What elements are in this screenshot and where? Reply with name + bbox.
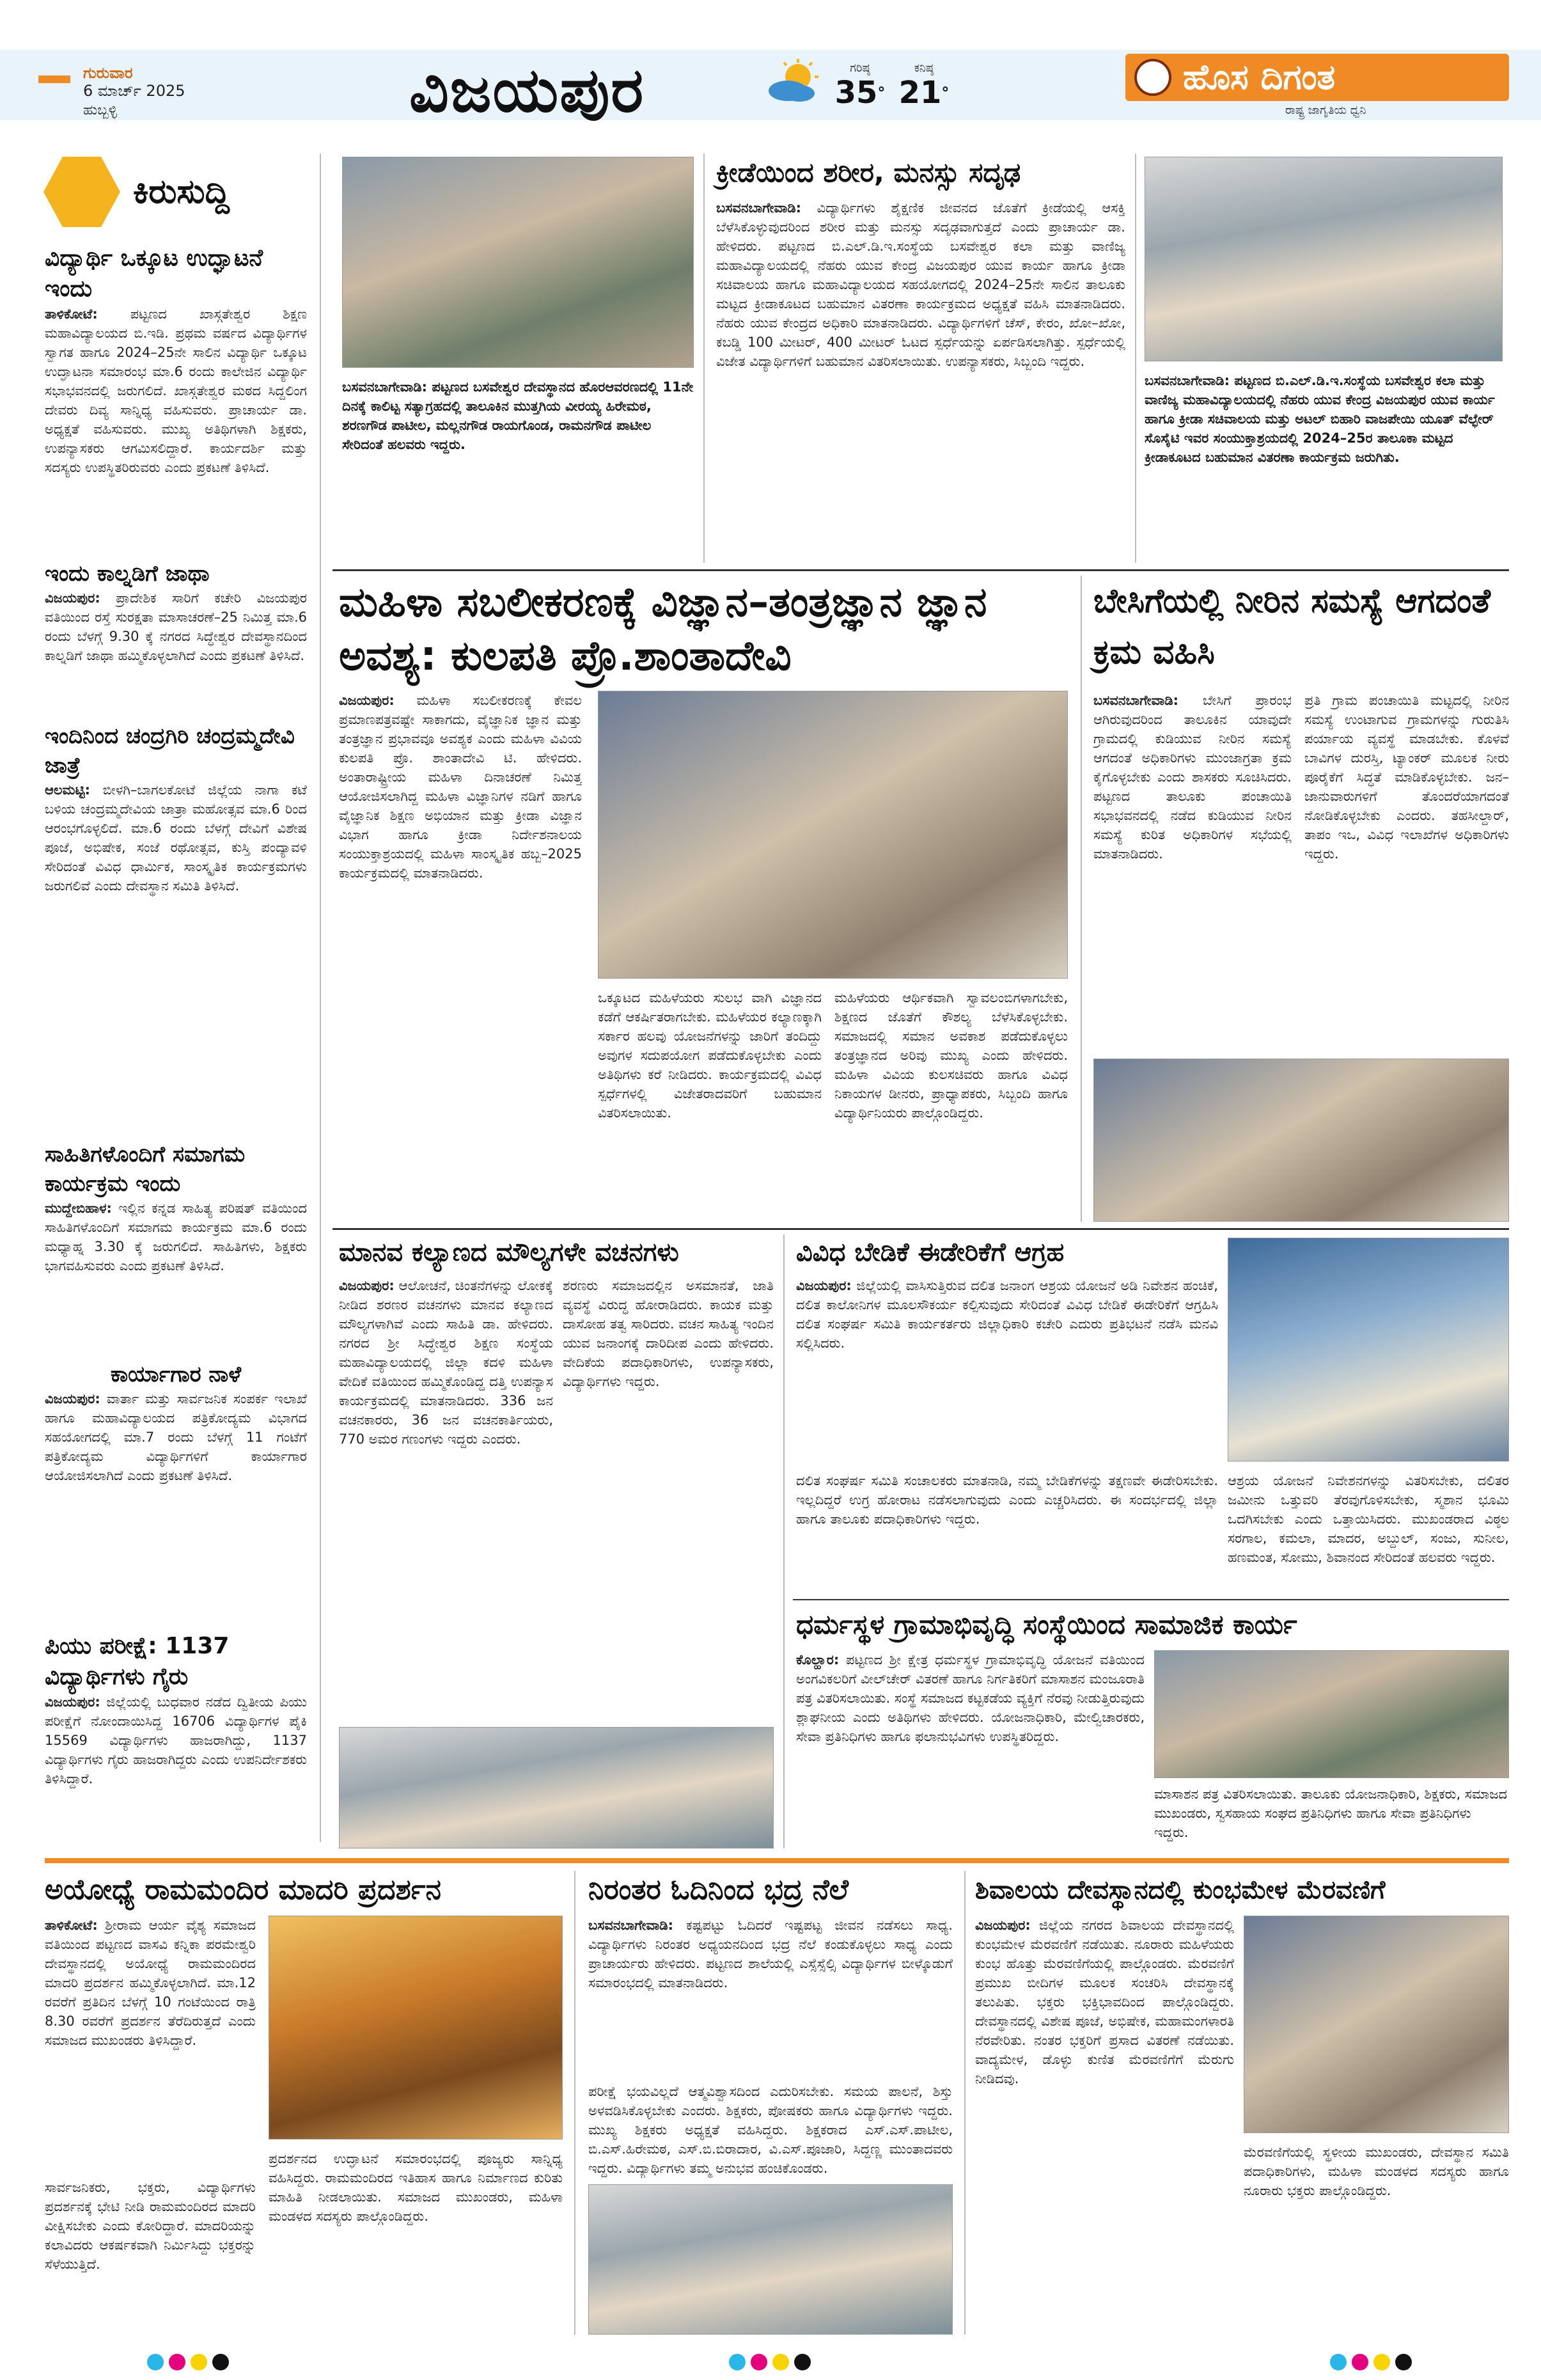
dharmasthala-headline: ಧರ್ಮಸ್ಥಳ ಗ್ರಾಮಾಭಿವೃದ್ಧಿ ಸಂಸ್ಥೆಯಿಂದ ಸಾಮಾಜಿಕ ಕಾರ್ಯ xyxy=(796,1609,1297,1640)
demands-dateline: ವಿಜಯಪುರ: xyxy=(796,1278,852,1293)
brief-hand-icon xyxy=(43,157,120,227)
yellow-dot-icon xyxy=(772,2354,789,2370)
top-divider-2 xyxy=(1135,154,1136,563)
brief-item-3 xyxy=(45,721,307,1131)
min-temp-value: 21 xyxy=(898,75,942,111)
bottom-divider-2 xyxy=(964,1871,966,2335)
max-temp-degree: ° xyxy=(877,84,886,102)
water-dateline: ಬಸವನಬಾಗೇವಾಡಿ: xyxy=(1093,693,1179,708)
vachana-body-1: ಆಲೋಚನೆ, ಚಿಂತನೆಗಳನ್ನು ಲೋಕಕ್ಕೆ ನೀಡಿದ ಶರಣರ ವಚನಗಳು ಮಾನವ ಕಲ್ಯಾಣದ ಮೌಲ್ಯಗಳಾಗಿವೆ ಎಂದು ಸಾಹಿತಿ ಡಾ. ಹೇಳಿದರು. ನಗರದ ಶ್ರೀ ಸಿದ್ಧೇಶ್ವರ ಶಿಕ್ಷಣ ಸಂಸ್ಥೆಯ ಮಹಾವಿದ್ಯಾಲಯದಲ್ಲಿ ಜಿಲ್ಲಾ ಕದಳಿ ಮಹಿಳಾ ವೇದಿಕೆ ವತಿಯಿಂದ ಹಮ್ಮಿಕೊಂಡಿದ್ದ ದತ್ತಿ ಉಪನ್ಯಾಸ ಕಾರ್ಯಕ್ರಮದಲ್ಲಿ ಮಾತನಾಡಿದರು. 336 ಜನ ವಚನಕಾರರು, 36 ಜನ ವಚನಕಾರ್ತಿಯರು, 770 ಅಮರ ಗಣಂಗಳು ಇದ್ದರು ಎಂದರು. xyxy=(339,1278,553,1447)
sports-caption xyxy=(1145,371,1503,563)
cyan-dot-icon xyxy=(147,2354,164,2370)
brief-item-4 xyxy=(45,1140,307,1351)
shivalaya-headline: ಶಿವಾಲಯ ದೇವಸ್ಥಾನದಲ್ಲಿ ಕುಂಭಮೇಳ ಮೆರವಣಿಗೆ xyxy=(975,1875,1386,1905)
women-body-col-2 xyxy=(598,988,822,1222)
date-label: 6 ಮಾರ್ಚ್ 2025 xyxy=(83,82,185,100)
demands-body-1: ಜಿಲ್ಲೆಯಲ್ಲಿ ವಾಸಿಸುತ್ತಿರುವ ದಲಿತ ಜನಾಂಗ ಆಶ್ರಯ ಯೋಜನೆ ಅಡಿ ನಿವೇಶನ ಹಂಚಿಕೆ, ದಲಿತ ಕಾಲೋನಿಗಳ ಮೂಲಸೌಕರ್ಯ ಕಲ್ಪಿಸುವುದು ಸೇರಿದಂತೆ ವಿವಿಧ ಬೇಡಿಕೆ ಈಡೇರಿಕೆಗೆ ಆಗ್ರಹಿಸಿ ದಲಿತ ಸಂಘರ್ಷ ಸಮಿತಿ ಕಾರ್ಯಕರ್ತರು ಜಿಲ್ಲಾಧಿಕಾರಿ ಕಚೇರಿ ಎದುರು ಪ್ರತಿಭಟನೆ ನಡೆಸಿ ಮನವಿ ಸಲ್ಲಿಸಿದರು. xyxy=(796,1278,1218,1351)
shivalaya-body-2: ದೇವಸ್ಥಾನದಲ್ಲಿ ವಿಶೇಷ ಪೂಜೆ, ಅಭಿಷೇಕ, ಮಹಾಮಂಗಳಾರತಿ ನೆರವೇರಿತು. ನಂತರ ಭಕ್ತರಿಗೆ ಪ್ರಸಾದ ವಿತರಣೆ ನಡೆಯಿತು. ವಾದ್ಯಮೇಳ, ಡೊಳ್ಳು ಕುಣಿತ ಮೆರವಣಿಗೆಗೆ ಮೆರುಗು ನೀಡಿದವು. xyxy=(975,2014,1234,2086)
bottom-orange-rule xyxy=(45,1858,1509,1863)
reading-body-col-2 xyxy=(588,2082,953,2178)
brief-body: ವಾರ್ತಾ ಮತ್ತು ಸಾರ್ವಜನಿಕ ಸಂಪರ್ಕ ಇಲಾಖೆ ಹಾಗೂ ಮಹಾವಿದ್ಯಾಲಯದ ಪತ್ರಿಕೋದ್ಯಮ ವಿಭಾಗದ ಸಹಯೋಗದಲ್ಲಿ ಮಾ.7 ರಂದು ಬೆಳಗ್ಗೆ 11 ಗಂಟೆಗೆ ಪತ್ರಿಕೋದ್ಯಮ ವಿದ್ಯಾರ್ಥಿಗಳಿಗೆ ಕಾರ್ಯಾಗಾರ ಆಯೋಜಿಸಲಾಗಿದೆ ಎಂದು ಪ್ರಕಟಣೆ ತಿಳಿಸಿದೆ. xyxy=(45,1391,307,1483)
yellow-dot-icon xyxy=(191,2354,207,2370)
magenta-dot-icon xyxy=(751,2354,767,2370)
brief-body: ಜಿಲ್ಲೆಯಲ್ಲಿ ಬುಧವಾರ ನಡೆದ ದ್ವಿತೀಯ ಪಿಯು ಪರೀಕ್ಷೆಗೆ ನೋಂದಾಯಿಸಿದ್ದ 16706 ವಿದ್ಯಾರ್ಥಿಗಳ ಪೈಕಿ 15569 ವಿದ್ಯಾರ್ಥಿಗಳು ಹಾಜರಾಗಿದ್ದು, 1137 ವಿದ್ಯಾರ್ಥಿಗಳು ಗೈರು ಹಾಜರಾಗಿದ್ದರು ಎಂದು ಉಪನಿರ್ದೇಶಕರು ತಿಳಿಸಿದ್ದಾರೆ. xyxy=(45,1694,307,1786)
women-body-col-3 xyxy=(834,988,1068,1222)
dharmasthala-dateline: ಕೊಲ್ಹಾರ: xyxy=(796,1652,840,1667)
brief-body: ಇಲ್ಲಿನ ಕನ್ನಡ ಸಾಹಿತ್ಯ ಪರಿಷತ್ ವತಿಯಿಂದ ಸಾಹಿತಿಗಳೊಂದಿಗೆ ಸಮಾಗಮ ಕಾರ್ಯಕ್ರಮ ಮಾ.6 ರಂದು ಮಧ್ಯಾಹ್ನ 3.30 ಕ್ಕೆ ಜರುಗಲಿದೆ. ಸಾಹಿತಿಗಳು, ಶಿಕ್ಷಕರು ಭಾಗವಹಿಸುವರು ಎಂದು ಪ್ರಕಟಣೆ ತಿಳಿಸಿದೆ. xyxy=(45,1201,307,1273)
brief-headline: ಇಂದು ಕಾಲ್ನಡಿಗೆ ಜಾಥಾ xyxy=(45,561,210,587)
reading-photo xyxy=(588,2184,953,2335)
print-dots-right xyxy=(1330,2354,1432,2373)
reading-dateline: ಬಸವನಬಾಗೇವಾಡಿ: xyxy=(588,1918,674,1933)
women-body-col-1 xyxy=(339,691,582,1222)
print-dots-center xyxy=(729,2354,831,2373)
sports-caption-dateline: ಬಸವನಬಾಗೇವಾಡಿ: xyxy=(1145,373,1230,388)
women-body-3: ಒಕ್ಕೂಟದ ಮಹಿಳೆಯರು ಸುಲಭ ವಾಗಿ ವಿಜ್ಞಾನದ ಕಡೆಗೆ ಆಕರ್ಷಿತರಾಗಬೇಕು. ಮಹಿಳೆಯರ ಕಲ್ಯಾಣಕ್ಕಾಗಿ ಸರ್ಕಾರ ಹಲವು ಯೋಜನೆಗಳನ್ನು ಜಾರಿಗೆ ತಂದಿದ್ದು ಅವುಗಳ ಸದುಪಯೋಗ ಪಡೆದುಕೊಳ್ಳಬೇಕು ಎಂದು ಅತಿಥಿಗಳು ಕರೆ ನೀಡಿದರು. ಕಾರ್ಯಕ್ರಮದಲ್ಲಿ ವಿವಿಧ ಸ್ಪರ್ಧೆಗಳಲ್ಲಿ ವಿಜೇತರಾದವರಿಗೆ ಬಹುಮಾನ ವಿತರಿಸಲಾಯಿತು. xyxy=(598,990,822,1121)
vachana-dateline: ವಿಜಯಪುರ: xyxy=(339,1278,395,1293)
shivalaya-body-3: ಮೆರವಣಿಗೆಯಲ್ಲಿ ಸ್ಥಳೀಯ ಮುಖಂಡರು, ದೇವಸ್ಥಾನ ಸಮಿತಿ ಪದಾಧಿಕಾರಿಗಳು, ಮಹಿಳಾ ಮಂಡಳದ ಸದಸ್ಯರು ಹಾಗೂ ನೂರಾರು ಭಕ್ತರು ಪಾಲ್ಗೊಂಡಿದ್ದರು. xyxy=(1244,2145,1509,2198)
reading-body-2: ಪರೀಕ್ಷೆ ಭಯವಿಲ್ಲದೆ ಆತ್ಮವಿಶ್ವಾಸದಿಂದ ಎದುರಿಸಬೇಕು. ಸಮಯ ಪಾಲನೆ, ಶಿಸ್ತು ಅಳವಡಿಸಿಕೊಳ್ಳಬೇಕು ಎಂದರು. ಶಿಕ್ಷಕರು, ಪೋಷಕರು ಹಾಗೂ ವಿದ್ಯಾರ್ಥಿಗಳು ಇದ್ದರು. xyxy=(588,2084,953,2118)
ayodhya-photo xyxy=(269,1916,563,2140)
ayodhya-body-col-2 xyxy=(269,2149,563,2335)
women-photo xyxy=(598,691,1068,979)
women-body-2: ಮಹಿಳೆಯರು ಆರ್ಥಿಕವಾಗಿ ಸ್ವಾವಲಂಬಿಗಳಾಗಬೇಕು, ಶಿಕ್ಷಣದ ಜೊತೆಗೆ ಕೌಶಲ್ಯ ಬೆಳೆಸಿಕೊಳ್ಳಬೇಕು. ಸಮಾಜದಲ್ಲಿ ಸಮಾನ ಅವಕಾಶ ಪಡೆದುಕೊಳ್ಳಲು ತಂತ್ರಜ್ಞಾನದ ಅರಿವು ಮುಖ್ಯ ಎಂದು ಹೇಳಿದರು. ಮಹಿಳಾ ವಿವಿಯ ಕುಲಸಚಿವರು ಹಾಗೂ ವಿವಿಧ ನಿಕಾಯಗಳ ಡೀನರು, ಪ್ರಾಧ್ಯಾಪಕರು, ಸಿಬ್ಬಂದಿ ಹಾಗೂ ವಿದ್ಯಾರ್ಥಿನಿಯರು ಪಾಲ್ಗೊಂಡಿದ್ದರು. xyxy=(834,990,1068,1121)
top-row-rule xyxy=(332,569,1509,571)
brief-dateline: ಮುದ್ದೇಬಿಹಾಳ: xyxy=(45,1201,112,1216)
demands-body-col-3 xyxy=(1228,1471,1509,1593)
masthead-left-accent xyxy=(38,75,70,83)
paper-logo-emblem-icon xyxy=(1134,59,1171,96)
brief-divider xyxy=(320,154,321,1842)
brief-item-2 xyxy=(45,559,307,713)
dharmasthala-rule xyxy=(793,1599,1509,1600)
dharmasthala-caption: ಮಾಸಾಶನ ಪತ್ರ ವಿತರಿಸಲಾಯಿತು. ತಾಲೂಕು ಯೋಜನಾಧಿಕಾರಿ, ಶಿಕ್ಷಕರು, ಸಮಾಜದ ಮುಖಂಡರು, ಸ್ವಸಹಾಯ ಸಂಘದ ಪ್ರತಿನಿಧಿಗಳು ಹಾಗೂ ಸೇವಾ ಪ್ರತಿನಿಧಿಗಳು ಇದ್ದರು. xyxy=(1154,1786,1508,1840)
brief-item-5 xyxy=(45,1360,307,1622)
min-temp-label: ಕನಿಷ್ಠ xyxy=(914,61,934,75)
ayodhya-body-3: ಪ್ರದರ್ಶನದ ಉದ್ಘಾಟನೆ ಸಮಾರಂಭದಲ್ಲಿ ಪೂಜ್ಯರು ಸಾನ್ನಿಧ್ಯ ವಹಿಸಿದ್ದರು. ರಾಮಮಂದಿರದ ಇತಿಹಾಸ ಹಾಗೂ ನಿರ್ಮಾಣದ ಕುರಿತು ಮಾಹಿತಿ ನೀಡಲಾಯಿತು. ಸಮಾಜದ ಮುಖಂಡರು, ಮಹಿಳಾ ಮಂಡಳದ ಸದಸ್ಯರು ಪಾಲ್ಗೊಂಡಿದ್ದರು. xyxy=(269,2151,563,2224)
top-divider-1 xyxy=(703,154,705,563)
ayodhya-headline: ಅಯೋಧ್ಯೆ ರಾಮಮಂದಿರ ಮಾದರಿ ಪ್ರದರ್ಶನ xyxy=(45,1873,441,1906)
sports-body-2: ನೆಹರು ಯುವ ಕೇಂದ್ರದ ಅಧಿಕಾರಿ ಮಾತನಾಡಿದರು. ವಿದ್ಯಾರ್ಥಿಗಳಿಗೆ ಚೆಸ್, ಕೇರಂ, ಖೋ–ಖೋ, ಕಬಡ್ಡಿ 100 ಮೀಟರ್, 400 ಮೀಟರ್ ಓಟದ ಸ್ಪರ್ಧೆಯನ್ನು ಏರ್ಪಡಿಸಲಾಗಿತ್ತು. ಸ್ಪರ್ಧೆಯಲ್ಲಿ ವಿಜೇತ ವಿದ್ಯಾರ್ಥಿಗಳಿಗೆ ಬಹುಮಾನ ವಿತರಿಸಲಾಯಿತು. ಉಪನ್ಯಾಸಕರು, ಸಿಬ್ಬಂದಿ ಇದ್ದರು. xyxy=(716,315,1125,369)
vachana-body-2: ಶರಣರು ಸಮಾಜದಲ್ಲಿನ ಅಸಮಾನತೆ, ಜಾತಿ ವ್ಯವಸ್ಥೆ ವಿರುದ್ಧ ಹೋರಾಡಿದರು. ಕಾಯಕ ಮತ್ತು ದಾಸೋಹ ತತ್ವ ಸಾರಿದರು. ವಚನ ಸಾಹಿತ್ಯ ಇಂದಿನ ಯುವ ಜನಾಂಗಕ್ಕೆ ದಾರಿದೀಪ ಎಂದು ಹೇಳಿದರು. ವೇದಿಕೆಯ ಪದಾಧಿಕಾರಿಗಳು, ಉಪನ್ಯಾಸಕರು, ವಿದ್ಯಾರ್ಥಿಗಳು ಇದ್ದರು. xyxy=(563,1278,774,1389)
protest-caption xyxy=(342,377,694,563)
water-body-1: ಬೇಸಿಗೆ ಪ್ರಾರಂಭ ಆಗಿರುವುದರಿಂದ ತಾಲೂಕಿನ ಯಾವುದೇ ಗ್ರಾಮದಲ್ಲಿ ಕುಡಿಯುವ ನೀರಿನ ಸಮಸ್ಯೆ ಆಗದಂತೆ ಅಧಿಕಾರಿಗಳು ಮುಂಜಾಗ್ರತಾ ಕ್ರಮ ಕೈಗೊಳ್ಳಬೇಕು ಎಂದು ಶಾಸಕರು ಸೂಚಿಸಿದರು. ಪಟ್ಟಣದ ತಾಲೂಕು ಪಂಚಾಯಿತಿ ಸಭಾಭವನದಲ್ಲಿ ನಡೆದ ಕುಡಿಯುವ ನೀರಿನ ಸಮಸ್ಯೆ ಕುರಿತ ಅಧಿಕಾರಿಗಳ ಸಭೆಯಲ್ಲಿ ಮಾತನಾಡಿದರು. xyxy=(1093,693,1292,862)
sports-body-1: ವಿದ್ಯಾರ್ಥಿಗಳು ಶೈಕ್ಷಣಿಕ ಜೀವನದ ಜೊತೆಗೆ ಕ್ರೀಡೆಯಲ್ಲಿ ಆಸಕ್ತಿ ಬೆಳೆಸಿಕೊಳ್ಳುವುದರಿಂದ ಶರೀರ ಮತ್ತು ಮನಸ್ಸು ಸದೃಢವಾಗುತ್ತದೆ ಎಂದು ಪ್ರಾಚಾರ್ಯ ಡಾ. ಹೇಳಿದರು. ಪಟ್ಟಣದ ಬಿ.ಎಲ್.ಡಿ.ಇ.ಸಂಸ್ಥೆಯ ಬಸವೇಶ್ವರ ಕಲಾ ಮತ್ತು ವಾಣಿಜ್ಯ ಮಹಾವಿದ್ಯಾಲಯದಲ್ಲಿ ನೆಹರು ಯುವ ಕೇಂದ್ರ ವಿಜಯಪುರ ಯುವ ಕಾರ್ಯ ಹಾಗೂ ಕ್ರೀಡಾ ಸಚಿವಾಲಯ ಹಾಗೂ ಮಹಾವಿದ್ಯಾಲಯದ ಸಹಯೋಗದಲ್ಲಿ 2024–25ನೇ ಸಾಲಿನ ತಾಲೂಕು ಮಟ್ಟದ ಕ್ರೀಡಾಕೂಟದ ಬಹುಮಾನ ವಿತರಣಾ ಕಾರ್ಯಕ್ರಮದ ಅಧ್ಯಕ್ಷತೆ ವಹಿಸಿ ಮಾತನಾಡಿದರು. xyxy=(716,200,1125,311)
magenta-dot-icon xyxy=(1352,2354,1368,2370)
demands-body-col-2 xyxy=(796,1471,1218,1593)
dharmasthala-photo xyxy=(1154,1650,1509,1778)
shivalaya-body-1: ಜಿಲ್ಲೆಯ ನಗರದ ಶಿವಾಲಯ ದೇವಸ್ಥಾನದಲ್ಲಿ ಕುಂಭಮೇಳ ಮೆರವಣಿಗೆ ನಡೆಯಿತು. ನೂರಾರು ಮಹಿಳೆಯರು ಕುಂಭ ಹೊತ್ತು ಮೆರವಣಿಗೆಯಲ್ಲಿ ಪಾಲ್ಗೊಂಡರು. ಮೆರವಣಿಗೆ ಪ್ರಮುಖ ಬೀದಿಗಳ ಮೂಲಕ ಸಂಚರಿಸಿ ದೇವಸ್ಥಾನಕ್ಕೆ ತಲುಪಿತು. ಭಕ್ತರು ಭಕ್ತಿಭಾವದಿಂದ ಪಾಲ್ಗೊಂಡಿದ್ದರು. xyxy=(975,1918,1234,2010)
max-temp-label: ಗರಿಷ್ಠ xyxy=(850,61,870,75)
reading-body-1: ಕಷ್ಟಪಟ್ಟು ಓದಿದರೆ ಇಷ್ಟಪಟ್ಟ ಜೀವನ ನಡೆಸಲು ಸಾಧ್ಯ. ವಿದ್ಯಾರ್ಥಿಗಳು ನಿರಂತರ ಅಧ್ಯಯನದಿಂದ ಭದ್ರ ನೆಲೆ ಕಂಡುಕೊಳ್ಳಲು ಸಾಧ್ಯ ಎಂದು ಪ್ರಾಚಾರ್ಯರು ಹೇಳಿದರು. ಪಟ್ಟಣದ ಶಾಲೆಯಲ್ಲಿ ಎಸ್ಸೆಸ್ಸೆಲ್ಸಿ ವಿದ್ಯಾರ್ಥಿಗಳ ಬೀಳ್ಕೊಡುಗೆ ಸಮಾರಂಭದಲ್ಲಿ ಮಾತನಾಡಿದರು. xyxy=(588,1918,953,1990)
ayodhya-body-col-1b xyxy=(45,2178,256,2335)
shivalaya-body-col-1 xyxy=(975,1916,1234,2335)
women-body-1: ಮಹಿಳಾ ಸಬಲೀಕರಣಕ್ಕೆ ಕೇವಲ ಪ್ರಮಾಣಪತ್ರವಷ್ಟೇ ಸಾಕಾಗದು, ವೈಜ್ಞಾನಿಕ ಜ್ಞಾನ ಮತ್ತು ತಂತ್ರಜ್ಞಾನ ಪ್ರಭಾವವೂ ಅವಶ್ಯಕ ಎಂದು ಮಹಿಳಾ ವಿವಿಯ ಕುಲಪತಿ ಪ್ರೊ. ಶಾಂತಾದೇವಿ ಟಿ. ಹೇಳಿದರು. ಅಂತಾರಾಷ್ಟ್ರೀಯ ಮಹಿಳಾ ದಿನಾಚರಣೆ ನಿಮಿತ್ತ ಆಯೋಜಿಸಲಾಗಿದ್ದ ಮಹಿಳಾ ವಿಜ್ಞಾನಿಗಳ ನಡಿಗೆ ಹಾಗೂ ವೈಜ್ಞಾನಿಕ ಶಿಕ್ಷಣ ಅಭಿಯಾನ ಮತ್ತು ಕ್ರೀಡಾ ವಿಜ್ಞಾನ ವಿಭಾಗ ಹಾಗೂ ಕ್ರೀಡಾ ನಿರ್ದೇಶನಾಲಯ ಸಂಯುಕ್ತಾಶ್ರಯದಲ್ಲಿ ಮಹಿಳಾ ಸಾಂಸ್ಕೃತಿಕ ಹಬ್ಬ–2025 ಕಾರ್ಯಕ್ರಮದಲ್ಲಿ ಮಾತನಾಡಿದರು. xyxy=(339,693,582,881)
brief-item-6 xyxy=(45,1631,307,1836)
brief-body: ಪಟ್ಟಣದ ಖಾಸ್ಗತೇಶ್ವರ ಶಿಕ್ಷಣ ಮಹಾವಿದ್ಯಾಲಯದ ಬಿ.ಇಡಿ. ಪ್ರಥಮ ವರ್ಷದ ವಿದ್ಯಾರ್ಥಿಗಳ ಸ್ವಾಗತ ಹಾಗೂ 2024–25ನೇ ಸಾಲಿನ ವಿದ್ಯಾರ್ಥಿ ಒಕ್ಕೂಟ ಉದ್ಘಾಟನಾ ಸಮಾರಂಭ ಮಾ.6 ರಂದು ಕಾಲೇಜಿನ ವಿದ್ಯಾರ್ಥಿ ಸಭಾಭವನದಲ್ಲಿ ಜರುಗಲಿದೆ. ಖಾಸ್ಗತೇಶ್ವರ ಮಠದ ಸಿದ್ದಲಿಂಗ ದೇವರು ದಿವ್ಯ ಸಾನ್ನಿಧ್ಯ ವಹಿಸುವರು. ಪ್ರಾಚಾರ್ಯ ಡಾ. ಅಧ್ಯಕ್ಷತೆ ವಹಿಸುವರು. ಮುಖ್ಯ ಅತಿಥಿಗಳಾಗಿ ಶಿಕ್ಷಕರು, ಉಪನ್ಯಾಸಕರು ಆಗಮಿಸಲಿದ್ದಾರೆ. ಕಾರ್ಯದರ್ಶಿ ಮತ್ತು ಸದಸ್ಯರು ಉಪಸ್ಥಿತರಿರುವರು ಎಂದು ಪ್ರಕಟಣೆ ತಿಳಿಸಿದೆ. xyxy=(45,306,307,475)
paper-name: ಹೊಸ ದಿಗಂತ xyxy=(1183,57,1336,97)
vachana-body-col-1 xyxy=(339,1276,553,1717)
water-photo xyxy=(1093,1059,1509,1222)
ayodhya-body-1: ಶ್ರೀರಾಮ ಆರ್ಯ ವೈಶ್ಯ ಸಮಾಜದ ವತಿಯಿಂದ ಪಟ್ಟಣದ ವಾಸವಿ ಕನ್ನಿಕಾ ಪರಮೇಶ್ವರಿ ದೇವಸ್ಥಾನದಲ್ಲಿ ಅಯೋಧ್ಯೆ ರಾಮಮಂದಿರದ ಮಾದರಿ ಪ್ರದರ್ಶನ ಹಮ್ಮಿಕೊಳ್ಳಲಾಗಿದೆ. ಮಾ.12 ರವರೆಗೆ ಪ್ರತಿದಿನ ಬೆಳಗ್ಗೆ 10 ಗಂಟೆಯಿಂದ ರಾತ್ರಿ 8.30 ರವರೆಗೆ ಪ್ರದರ್ಶನ ತೆರೆದಿರುತ್ತದೆ ಎಂದು ಸಮಾಜದ ಮುಖಂಡರು ತಿಳಿಸಿದ್ದಾರೆ. xyxy=(45,1918,256,2048)
protest-caption-text: ಪಟ್ಟಣದ ಬಸವೇಶ್ವರ ದೇವಸ್ಥಾನದ ಹೊರಆವರಣದಲ್ಲಿ 11ನೇ ದಿನಕ್ಕೆ ಕಾಲಿಟ್ಟ ಸತ್ಯಾಗ್ರಹದಲ್ಲಿ ತಾಲೂಕಿನ ಮುತ್ತಗಿಯ ವೀರಯ್ಯ ಹಿರೇಮಠ, ಶರಣಗೌಡ ಪಾಟೀಲ, ಮಲ್ಲನಗೌಡ ರಾಯಗೊಂಡ, ರಾಮನಗೌಡ ಪಾಟೀಲ ಸೇರಿದಂತೆ ಹಲವರು ಇದ್ದರು. xyxy=(342,379,694,452)
weather-max xyxy=(831,61,889,125)
brief-body: ಬೀಳಗಿ–ಬಾಗಲಕೋಟೆ ಜಿಲ್ಲೆಯ ನಾಗಾ ಕಟೆ ಬಳಿಯ ಚಂದ್ರಮ್ಮದೇವಿಯ ಜಾತ್ರಾ ಮಹೋತ್ಸವ ಮಾ.6 ರಿಂದ ಆರಂಭಗೊಳ್ಳಲಿದೆ. ಮಾ.6 ರಂದು ಬೆಳಗ್ಗೆ ದೇವಿಗೆ ವಿಶೇಷ ಪೂಜೆ, ಅಭಿಷೇಕ, ಸಂಜೆ ರಥೋತ್ಸವ, ಕುಸ್ತಿ ಪಂದ್ಯಾವಳಿ ಸೇರಿದಂತೆ ವಿವಿಧ ಧಾರ್ಮಿಕ, ಸಾಂಸ್ಕೃತಿಕ ಕಾರ್ಯಕ್ರಮಗಳು ಜರುಗಲಿವೆ ಎಂದು ದೇವಸ್ಥಾನ ಸಮಿತಿ ತಿಳಿಸಿದೆ. xyxy=(45,782,307,894)
sports-headline: ಕ್ರೀಡೆಯಿಂದ ಶರೀರ, ಮನಸ್ಸು ಸದೃಢ xyxy=(716,157,1021,188)
brief-headline: ಕಾರ್ಯಾಗಾರ ನಾಳೆ xyxy=(110,1362,242,1387)
brief-dateline: ವಿಜಯಪುರ: xyxy=(45,1391,100,1407)
demands-body-col-1 xyxy=(796,1276,1218,1468)
max-temp-value: 35 xyxy=(834,75,878,111)
demands-body-2: ದಲಿತ ಸಂಘರ್ಷ ಸಮಿತಿ ಸಂಚಾಲಕರು ಮಾತನಾಡಿ, ನಮ್ಮ ಬೇಡಿಕೆಗಳನ್ನು ತಕ್ಷಣವೇ ಈಡೇರಿಸಬೇಕು. ಇಲ್ಲದಿದ್ದರೆ ಉಗ್ರ ಹೋರಾಟ ನಡೆಸಲಾಗುವುದು ಎಂದು ಎಚ್ಚರಿಸಿದರು. ಈ ಸಂದರ್ಭದಲ್ಲಿ ಜಿಲ್ಲಾ ಹಾಗೂ ತಾಲೂಕು ಪದಾಧಿಕಾರಿಗಳು ಇದ್ದರು. xyxy=(796,1473,1218,1527)
brief-dateline: ವಿಜಯಪುರ: xyxy=(45,590,100,606)
brief-dateline: ತಾಳಿಕೋಟೆ: xyxy=(45,306,98,322)
brief-dateline: ವಿಜಯಪುರ: xyxy=(45,1694,100,1710)
sports-photo xyxy=(1145,157,1503,361)
cyan-dot-icon xyxy=(729,2354,746,2370)
ayodhya-dateline: ತಾಳಿಕೋಟೆ: xyxy=(45,1918,98,1933)
shivalaya-dateline: ವಿಜಯಪುರ: xyxy=(975,1918,1031,1933)
brief-item-1 xyxy=(45,243,307,550)
mid-row-rule xyxy=(332,1228,1509,1230)
vachana-headline: ಮಾನವ ಕಲ್ಯಾಣದ ಮೌಲ್ಯಗಳೇ ವಚನಗಳು xyxy=(339,1238,679,1267)
brief-headline: ವಿದ್ಯಾರ್ಥಿ ಒಕ್ಕೂಟ ಉದ್ಘಾಟನೆ ಇಂದು xyxy=(45,245,263,302)
paper-tagline: ರಾಷ್ಟ್ರ ಜಾಗೃತಿಯ ಧ್ವನಿ xyxy=(1285,104,1366,117)
reading-body-3: ಮುಖ್ಯ ಶಿಕ್ಷಕರು ಅಧ್ಯಕ್ಷತೆ ವಹಿಸಿದ್ದರು. ಶಿಕ್ಷಕರಾದ ಎಸ್.ಎಸ್.ಪಾಟೀಲ, ಬಿ.ಎಸ್.ಹಿರೇಮಠ, ಎಸ್.ಬಿ.ಬಿರಾದಾರ, ವಿ.ಎಸ್.ಪೂಜಾರಿ, ಸಿದ್ದಣ್ಣ ಮುಂತಾದವರು ಇದ್ದರು. ವಿದ್ಯಾರ್ಥಿಗಳು ತಮ್ಮ ಅನುಭವ ಹಂಚಿಕೊಂಡರು. xyxy=(588,2122,953,2176)
black-dot-icon xyxy=(794,2354,811,2370)
water-body-col-2 xyxy=(1304,691,1509,1049)
yellow-dot-icon xyxy=(1373,2354,1390,2370)
demands-photo xyxy=(1228,1238,1509,1462)
black-dot-icon xyxy=(212,2354,229,2370)
shivalaya-body-col-2 xyxy=(1244,2143,1509,2335)
brief-column xyxy=(45,243,307,1848)
demands-body-3: ಆಶ್ರಯ ಯೋಜನೆ ನಿವೇಶನಗಳನ್ನು ವಿತರಿಸಬೇಕು, ದಲಿತರ ಜಮೀನು ಒತ್ತುವರಿ ತೆರವುಗೊಳಿಸಬೇಕು, ಸ್ಮಶಾನ ಭೂಮಿ ಒದಗಿಸಬೇಕು ಎಂದು ಒತ್ತಾಯಿಸಿದರು. ಮುಖಂಡರಾದ ವಿಠ್ಠಲ ಸರಗಾಲ, ಕಮಲಾ, ಮಾದರ, ಅಬ್ದುಲ್, ಸಂಜು, ಸುನೀಲ, ಹಣಮಂತ, ಸೋಮು, ಶಿವಾನಂದ ಸೇರಿದಂತೆ ಹಲವರು ಇದ್ದರು. xyxy=(1228,1473,1509,1565)
women-headline: ಮಹಿಳಾ ಸಬಲೀಕರಣಕ್ಕೆ ವಿಜ್ಞಾನ–ತಂತ್ರಜ್ಞಾನ ಜ್ಞಾನ ಅವಶ್ಯ: ಕುಲಪತಿ ಪ್ರೊ.ಶಾಂತಾದೇವಿ xyxy=(339,579,987,680)
water-body-2: ಪ್ರತಿ ಗ್ರಾಮ ಪಂಚಾಯಿತಿ ಮಟ್ಟದಲ್ಲಿ ನೀರಿನ ಸಮಸ್ಯೆ ಉಂಟಾಗುವ ಗ್ರಾಮಗಳನ್ನು ಗುರುತಿಸಿ ಪರ್ಯಾಯ ವ್ಯವಸ್ಥೆ ಮಾಡಬೇಕು. ಕೊಳವೆ ಬಾವಿಗಳ ದುರಸ್ತಿ, ಟ್ಯಾಂಕರ್ ಮೂಲಕ ನೀರು ಪೂರೈಕೆಗೆ ಸಿದ್ಧತೆ ಮಾಡಿಕೊಳ್ಳಬೇಕು. ಜನ–ಜಾನುವಾರುಗಳಿಗೆ ತೊಂದರೆಯಾಗದಂತೆ ನೋಡಿಕೊಳ್ಳಬೇಕು ಎಂದರು. ತಹಸೀಲ್ದಾರ್, ತಾಪಂ ಇಒ, ವಿವಿಧ ಇಲಾಖೆಗಳ ಅಧಿಕಾರಿಗಳು ಇದ್ದರು. xyxy=(1304,693,1509,862)
bottom-divider-1 xyxy=(574,1871,575,2335)
low-divider-1 xyxy=(783,1234,785,1848)
sports-body xyxy=(716,198,1125,556)
cyan-dot-icon xyxy=(1330,2354,1347,2370)
sports-caption-text: ಪಟ್ಟಣದ ಬಿ.ಎಲ್.ಡಿ.ಇ.ಸಂಸ್ಥೆಯ ಬಸವೇಶ್ವರ ಕಲಾ ಮತ್ತು ವಾಣಿಜ್ಯ ಮಹಾವಿದ್ಯಾಲಯದಲ್ಲಿ ನೆಹರು ಯುವ ಕೇಂದ್ರ ವಿಜಯಪುರ ಯುವ ಕಾರ್ಯ ಹಾಗೂ ಕ್ರೀಡಾ ಸಚಿವಾಲಯ ಮತ್ತು ಅಟಲ್ ಬಿಹಾರಿ ವಾಜಪೇಯಿ ಯೂತ್ ವೆಲ್ಫೇರ್ ಸೊಸೈಟಿ ಇವರ ಸಂಯುಕ್ತಾಶ್ರಯದಲ್ಲಿ 2024–25ರ ತಾಲೂಕಾ ಮಟ್ಟದ ಕ್ರೀಡಾಕೂಟದ ಬಹುಮಾನ ವಿತರಣಾ ಕಾರ್ಯಕ್ರಮ ಜರುಗಿತು. xyxy=(1145,373,1495,465)
vachana-body-col-2 xyxy=(563,1276,774,1717)
masthead-date-block xyxy=(83,64,275,141)
min-temp-degree: ° xyxy=(941,84,950,102)
paper-logo xyxy=(1125,49,1509,125)
demands-headline: ವಿವಿಧ ಬೇಡಿಕೆ ಈಡೇರಿಕೆಗೆ ಆಗ್ರಹ xyxy=(796,1238,1065,1267)
brief-label: ಕಿರುಸುದ್ದಿ xyxy=(133,173,230,211)
brief-headline: ಸಾಹಿತಿಗಳೊಂದಿಗೆ ಸಮಾಗಮ ಕಾರ್ಯಕ್ರಮ ಇಂದು xyxy=(45,1142,246,1197)
city-label: ಹುಬ್ಬಳ್ಳಿ xyxy=(83,102,118,118)
mid-divider-1 xyxy=(1081,576,1082,1222)
brief-body: ಪ್ರಾದೇಶಿಕ ಸಾರಿಗೆ ಕಚೇರಿ ವಿಜಯಪುರ ವತಿಯಿಂದ ರಸ್ತೆ ಸುರಕ್ಷತಾ ಮಾಸಾಚರಣೆ–25 ನಿಮಿತ್ತ ಮಾ.6 ರಂದು ಬೆಳಗ್ಗೆ 9.30 ಕ್ಕೆ ನಗರದ ಸಿದ್ಧೇಶ್ವರ ದೇವಸ್ಥಾನದಿಂದ ಕಾಲ್ನಡಿಗೆ ಜಾಥಾ ಹಮ್ಮಿಕೊಳ್ಳಲಾಗಿದೆ ಎಂದು ಪ್ರಕಟಣೆ ತಿಳಿಸಿದೆ. xyxy=(45,590,307,663)
brief-headline: ಪಿಯು ಪರೀಕ್ಷೆ: 1137 ವಿದ್ಯಾರ್ಥಿಗಳು ಗೈರು xyxy=(45,1633,230,1690)
reading-body-col-1 xyxy=(588,1916,953,2076)
black-dot-icon xyxy=(1395,2354,1412,2370)
brief-headline: ಇಂದಿನಿಂದ ಚಂದ್ರಗಿರಿ ಚಂದ್ರಮ್ಮದೇವಿ ಜಾತ್ರೆ xyxy=(45,723,295,778)
sports-dateline: ಬಸವನಬಾಗೇವಾಡಿ: xyxy=(716,200,802,216)
protest-caption-dateline: ಬಸವನಬಾಗೇವಾಡಿ: xyxy=(342,379,428,395)
dharmasthala-body xyxy=(796,1650,1145,1848)
magenta-dot-icon xyxy=(169,2354,185,2370)
women-dateline: ವಿಜಯಪುರ: xyxy=(339,693,395,708)
ayodhya-body-2: ಸಾರ್ವಜನಿಕರು, ಭಕ್ತರು, ವಿದ್ಯಾರ್ಥಿಗಳು ಪ್ರದರ್ಶನಕ್ಕೆ ಭೇಟಿ ನೀಡಿ ರಾಮಮಂದಿರದ ಮಾದರಿ ವೀಕ್ಷಿಸಬೇಕು ಎಂದು ಕೋರಿದ್ದಾರೆ. ಮಾದರಿಯನ್ನು ಕಲಾವಿದರು ಆಕರ್ಷಕವಾಗಿ ನಿರ್ಮಿಸಿದ್ದು ಭಕ್ತರನ್ನು ಸೆಳೆಯುತ್ತಿದೆ. xyxy=(45,2180,256,2272)
dharmasthala-body-text: ಪಟ್ಟಣದ ಶ್ರೀ ಕ್ಷೇತ್ರ ಧರ್ಮಸ್ಥಳ ಗ್ರಾಮಾಭಿವೃದ್ಧಿ ಯೋಜನೆ ವತಿಯಿಂದ ಅಂಗವಿಕಲರಿಗೆ ವೀಲ್‌ಚೇರ್ ವಿತರಣೆ ಹಾಗೂ ನಿರ್ಗತಿಕರಿಗೆ ಮಾಸಾಶನ ಮಂಜೂರಾತಿ ಪತ್ರ ವಿತರಿಸಲಾಯಿತು. ಸಂಸ್ಥೆ ಸಮಾಜದ ಕಟ್ಟಕಡೆಯ ವ್ಯಕ್ತಿಗೆ ನೆರವು ನೀಡುತ್ತಿರುವುದು ಶ್ಲಾಘನೀಯ ಎಂದು ಅತಿಥಿಗಳು ಹೇಳಿದರು. ಯೋಜನಾಧಿಕಾರಿ, ಮೇಲ್ವಿಚಾರಕರು, ಸೇವಾ ಪ್ರತಿನಿಧಿಗಳು ಹಾಗೂ ಫಲಾನುಭವಿಗಳು ಉಪಸ್ಥಿತರಿದ್ದರು. xyxy=(796,1652,1145,1744)
brief-dateline: ಆಲಮಟ್ಟಿ: xyxy=(45,782,91,798)
vachana-photo xyxy=(339,1727,774,1848)
reading-headline: ನಿರಂತರ ಓದಿನಿಂದ ಭದ್ರ ನೆಲೆ xyxy=(588,1873,849,1906)
water-body-col-1 xyxy=(1093,691,1292,1049)
brief-label-badge xyxy=(43,157,312,233)
edition-title: ವಿಜಯಪುರ xyxy=(409,54,645,126)
day-label: ಗುರುವಾರ xyxy=(83,64,133,82)
protest-photo xyxy=(342,157,694,368)
water-headline: ಬೇಸಿಗೆಯಲ್ಲಿ ನೀರಿನ ಸಮಸ್ಯೆ ಆಗದಂತೆ ಕ್ರಮ ವಹಿಸಿ xyxy=(1093,582,1490,672)
weather-min xyxy=(895,61,953,125)
print-dots-left xyxy=(147,2354,249,2373)
ayodhya-body-col-1 xyxy=(45,1916,256,2171)
weather-icon xyxy=(761,58,825,109)
shivalaya-photo xyxy=(1244,1916,1509,2133)
